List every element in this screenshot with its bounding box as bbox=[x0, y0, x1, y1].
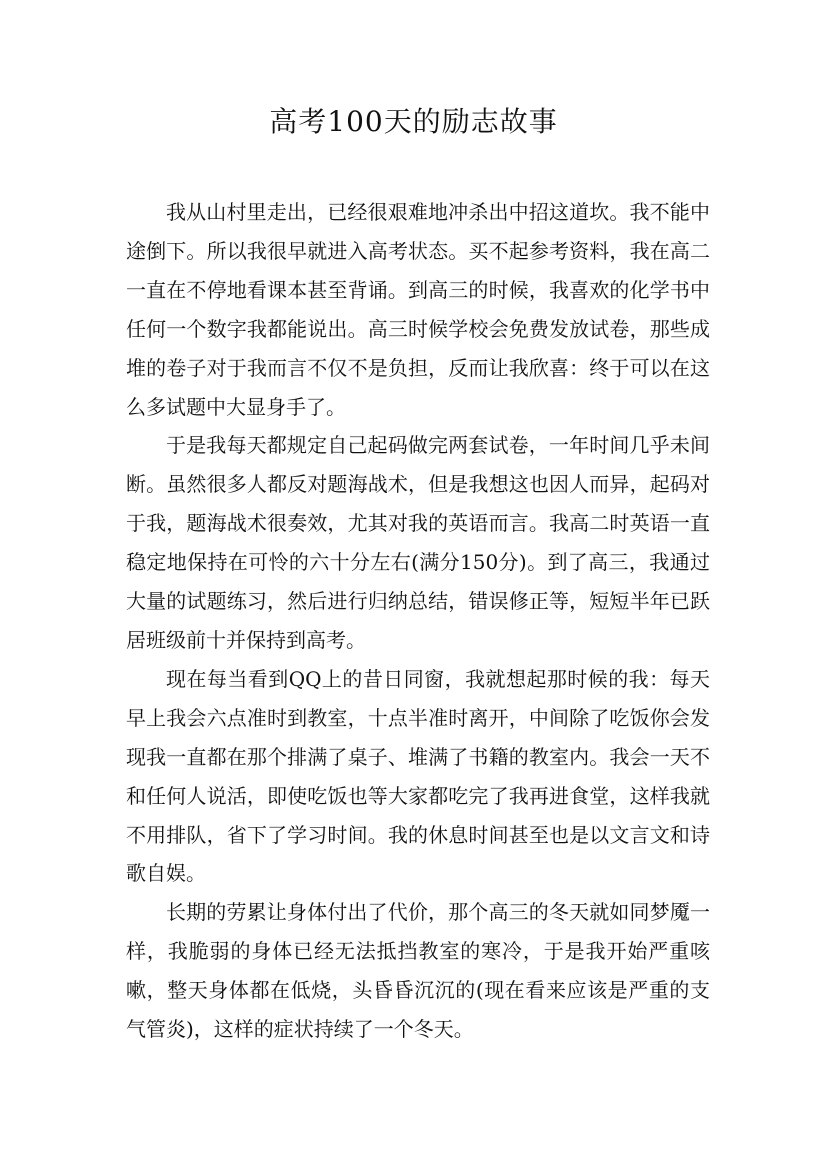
document-title: 高考100天的励志故事 bbox=[269, 105, 558, 138]
paragraph: 我从山村里走出，已经很艰难地冲杀出中招这道坎。我不能中途倒下。所以我很早就进入高考状态。买不起参考资料，我在高二一直在不停地看课本甚至背诵。到高三的时候，我喜欢的化学书中任何一个数字我都能说出。高三时候学校会免费发放试卷，那些成堆的卷子对于我而言不仅不是负担，反而让我欣喜：终于可以在这么多试题中大显身手了。 bbox=[126, 200, 710, 419]
paragraph: 于是我每天都规定自己起码做完两套试卷，一年时间几乎未间断。虽然很多人都反对题海战术，但是我想这也因人而异，起码对于我，题海战术很奏效，尤其对我的英语而言。我高二时英语一直稳定地保持在可怜的六十分左右(满分150分)。到了高三，我通过大量的试题练习，然后进行归纳总结，错误修正等，短短半年已跃居班级前十并保持到高考。 bbox=[126, 433, 710, 652]
document-body bbox=[126, 193, 710, 1049]
paragraph: 长期的劳累让身体付出了代价，那个高三的冬天就如同梦魇一样，我脆弱的身体已经无法抵挡教室的寒冷，于是我开始严重咳嗽，整天身体都在低烧，头昏昏沉沉的(现在看来应该是严重的支气管炎)，这样的症状持续了一个冬天。 bbox=[126, 900, 710, 1042]
paragraph: 现在每当看到QQ上的昔日同窗，我就想起那时候的我：每天早上我会六点准时到教室，十点半准时离开，中间除了吃饭你会发现我一直都在那个排满了桌子、堆满了书籍的教室内。我会一天不和任何人说活，即使吃饭也等大家都吃完了我再进食堂，这样我就不用排队，省下了学习时间。我的休息时间甚至也是以文言文和诗歌自娱。 bbox=[126, 666, 710, 886]
